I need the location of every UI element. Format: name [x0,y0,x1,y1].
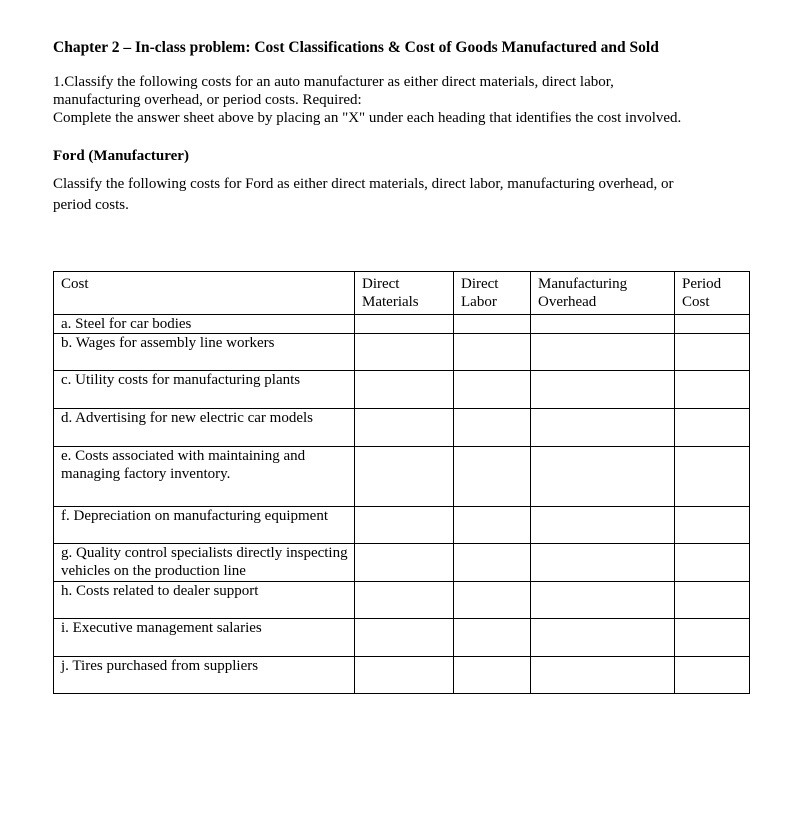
direct-materials-cell[interactable] [355,657,454,694]
table-row [54,409,750,447]
direct-labor-cell[interactable] [454,447,531,507]
instructions-line-1: 1.Classify the following costs for an auto manufacturer as either direct materials, direct labor, manufacturing overhead, or period costs. Required: [53,74,614,108]
direct-materials-cell[interactable] [355,544,454,582]
table-row [54,544,750,582]
document-page [53,38,753,216]
direct-materials-cell[interactable] [355,315,454,334]
direct-materials-cell[interactable] [355,507,454,544]
table-header-row [54,272,750,315]
manufacturing-overhead-cell[interactable] [531,447,675,507]
direct-materials-cell[interactable] [355,371,454,409]
direct-materials-cell[interactable] [355,409,454,447]
table-row [54,657,750,694]
period-cost-cell[interactable] [675,409,750,447]
cost-label: h. Costs related to dealer support [54,582,355,619]
cost-label: b. Wages for assembly line workers [54,334,355,371]
period-cost-cell[interactable] [675,619,750,657]
cost-label: i. Executive management salaries [54,619,355,657]
cost-label: e. Costs associated with maintaining and managing factory inventory. [54,447,355,507]
manufacturing-overhead-cell[interactable] [531,657,675,694]
direct-labor-cell[interactable] [454,507,531,544]
direct-materials-cell[interactable] [355,334,454,371]
period-cost-cell[interactable] [675,544,750,582]
answer-sheet-table [53,271,750,694]
cost-label: a. Steel for car bodies [54,315,355,334]
direct-labor-cell[interactable] [454,409,531,447]
instructions-line-2: Complete the answer sheet above by placing an "X" under each heading that identifies the cost involved. [53,110,682,126]
direct-labor-cell[interactable] [454,582,531,619]
cost-label: f. Depreciation on manufacturing equipment [54,507,355,544]
direct-labor-cell[interactable] [454,315,531,334]
manufacturing-overhead-cell[interactable] [531,371,675,409]
table-row [54,447,750,507]
cost-label: d. Advertising for new electric car models [54,409,355,447]
table-row [54,507,750,544]
table-row [54,334,750,371]
table-row [54,371,750,409]
direct-labor-cell[interactable] [454,371,531,409]
period-cost-cell[interactable] [675,371,750,409]
direct-labor-cell[interactable] [454,657,531,694]
direct-labor-cell[interactable] [454,544,531,582]
section-prompt: Classify the following costs for Ford as either direct materials, direct labor, manufacturing overhead, or period costs. [53,176,674,213]
manufacturing-overhead-cell[interactable] [531,619,675,657]
header-manufacturing-overhead: Manufacturing Overhead [531,272,675,315]
manufacturing-overhead-cell[interactable] [531,334,675,371]
period-cost-cell[interactable] [675,334,750,371]
manufacturing-overhead-cell[interactable] [531,507,675,544]
table-row [54,315,750,334]
manufacturing-overhead-cell[interactable] [531,315,675,334]
cost-label: j. Tires purchased from suppliers [54,657,355,694]
section-heading: Ford (Manufacturer) [53,148,189,164]
manufacturing-overhead-cell[interactable] [531,409,675,447]
direct-materials-cell[interactable] [355,447,454,507]
instructions-paragraph [53,73,703,127]
period-cost-cell[interactable] [675,657,750,694]
header-cost: Cost [54,272,355,315]
page-title: Chapter 2 – In-class problem: Cost Classifications & Cost of Goods Manufactured and Sold [53,39,659,56]
direct-labor-cell[interactable] [454,619,531,657]
direct-materials-cell[interactable] [355,582,454,619]
direct-materials-cell[interactable] [355,619,454,657]
table-row [54,582,750,619]
period-cost-cell[interactable] [675,447,750,507]
header-direct-materials: Direct Materials [355,272,454,315]
table-row [54,619,750,657]
manufacturing-overhead-cell[interactable] [531,544,675,582]
cost-label: g. Quality control specialists directly inspecting vehicles on the production line [54,544,355,582]
period-cost-cell[interactable] [675,507,750,544]
manufacturing-overhead-cell[interactable] [531,582,675,619]
header-period-cost: Period Cost [675,272,750,315]
period-cost-cell[interactable] [675,582,750,619]
header-direct-labor: Direct Labor [454,272,531,315]
direct-labor-cell[interactable] [454,334,531,371]
period-cost-cell[interactable] [675,315,750,334]
cost-label: c. Utility costs for manufacturing plants [54,371,355,409]
